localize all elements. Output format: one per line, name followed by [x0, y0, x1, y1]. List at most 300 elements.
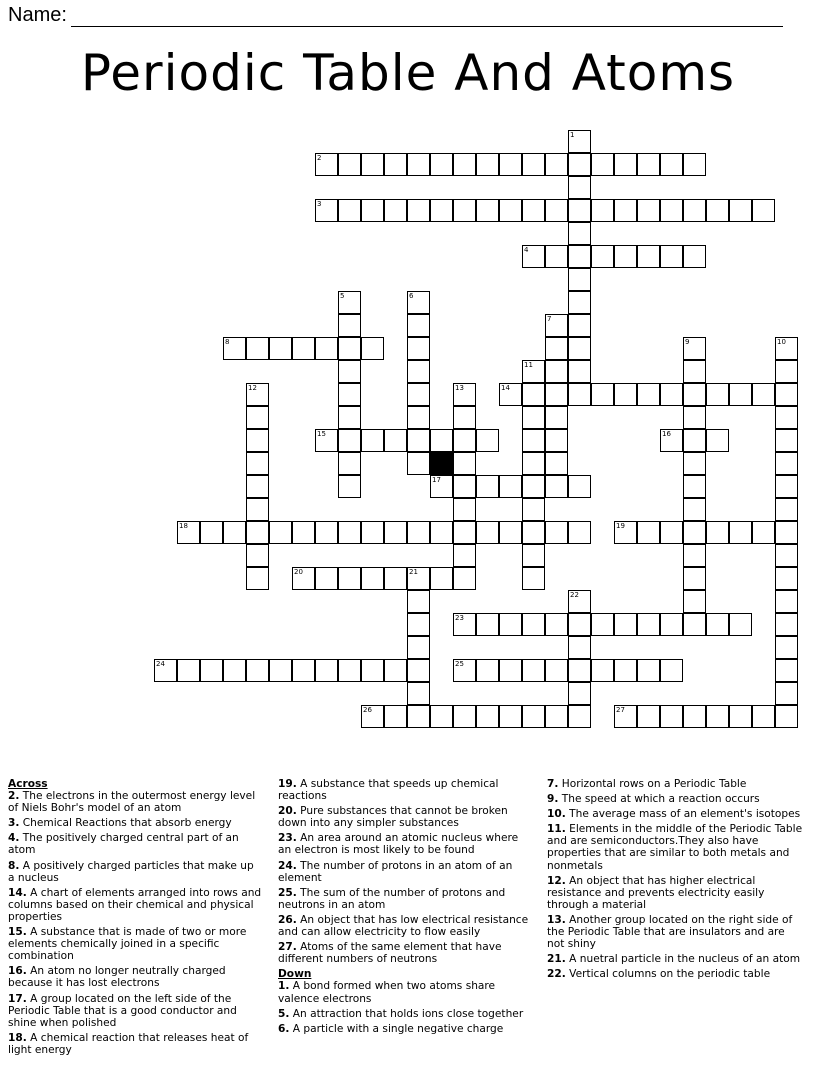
grid-cell[interactable] — [430, 705, 453, 728]
grid-cell[interactable] — [775, 659, 798, 682]
grid-cell[interactable] — [545, 383, 568, 406]
grid-cell[interactable] — [522, 475, 545, 498]
grid-cell[interactable] — [683, 544, 706, 567]
grid-cell[interactable] — [453, 659, 476, 682]
grid-cell[interactable] — [683, 245, 706, 268]
grid-cell[interactable] — [453, 567, 476, 590]
grid-cell[interactable] — [683, 383, 706, 406]
grid-cell[interactable] — [246, 452, 269, 475]
grid-cell[interactable] — [338, 337, 361, 360]
grid-cell[interactable] — [522, 544, 545, 567]
grid-cell[interactable] — [545, 199, 568, 222]
grid-cell[interactable] — [683, 613, 706, 636]
grid-cell[interactable] — [292, 521, 315, 544]
down-clue — [547, 823, 805, 871]
grid-cell[interactable] — [568, 590, 591, 613]
grid-cell[interactable] — [660, 199, 683, 222]
clue-number: 20 — [294, 568, 303, 576]
grid-cell[interactable] — [545, 521, 568, 544]
grid-cell[interactable] — [223, 337, 246, 360]
grid-cell[interactable] — [614, 659, 637, 682]
grid-cell[interactable] — [752, 521, 775, 544]
grid-cell[interactable] — [407, 429, 430, 452]
grid-cell[interactable] — [476, 475, 499, 498]
grid-cell[interactable] — [499, 705, 522, 728]
clue-number-label: 11. — [547, 823, 566, 836]
grid-cell[interactable] — [545, 705, 568, 728]
grid-cell[interactable] — [200, 659, 223, 682]
grid-cell[interactable] — [683, 521, 706, 544]
grid-cell[interactable] — [522, 567, 545, 590]
clue-text: An atom no longer neutrally charged because it has lost electrons — [8, 965, 226, 990]
grid-cell[interactable] — [522, 521, 545, 544]
grid-cell[interactable] — [683, 153, 706, 176]
grid-cell[interactable] — [568, 636, 591, 659]
grid-cell[interactable] — [752, 199, 775, 222]
down-clue — [547, 875, 805, 911]
grid-cell[interactable] — [384, 567, 407, 590]
grid-cell[interactable] — [338, 429, 361, 452]
grid-cell[interactable] — [591, 199, 614, 222]
grid-cell[interactable] — [522, 245, 545, 268]
grid-cell[interactable] — [545, 475, 568, 498]
clue-text: A group located on the left side of the Periodic Table that is a good conductor and shine when polished — [8, 992, 237, 1029]
grid-cell[interactable] — [476, 613, 499, 636]
clue-number: 24 — [156, 660, 165, 668]
across-clue — [278, 778, 533, 802]
grid-cell[interactable] — [614, 705, 637, 728]
grid-cell[interactable] — [614, 613, 637, 636]
grid-cell[interactable] — [384, 659, 407, 682]
grid-cell[interactable] — [246, 567, 269, 590]
grid-cell[interactable] — [292, 337, 315, 360]
grid-cell[interactable] — [499, 383, 522, 406]
grid-cell[interactable] — [568, 659, 591, 682]
grid-cell[interactable] — [706, 521, 729, 544]
grid-cell[interactable] — [522, 406, 545, 429]
grid-cell[interactable] — [568, 705, 591, 728]
clue-number-label: 16. — [8, 965, 27, 978]
grid-cell[interactable] — [407, 567, 430, 590]
grid-cell[interactable] — [775, 567, 798, 590]
grid-cell[interactable] — [407, 659, 430, 682]
grid-cell[interactable] — [361, 705, 384, 728]
grid-cell[interactable] — [775, 360, 798, 383]
clue-text: The number of protons in an atom of an element — [278, 859, 513, 884]
grid-cell[interactable] — [775, 383, 798, 406]
grid-cell[interactable] — [660, 613, 683, 636]
clue-number-label: 3. — [8, 817, 20, 830]
grid-cell[interactable] — [683, 452, 706, 475]
grid-cell[interactable] — [568, 199, 591, 222]
grid-cell[interactable] — [591, 153, 614, 176]
grid-cell[interactable] — [775, 636, 798, 659]
grid-cell[interactable] — [453, 406, 476, 429]
grid-cell[interactable] — [407, 291, 430, 314]
grid-cell[interactable] — [315, 567, 338, 590]
grid-cell[interactable] — [522, 429, 545, 452]
grid-cell[interactable] — [361, 429, 384, 452]
grid-cell[interactable] — [522, 153, 545, 176]
grid-cell[interactable] — [775, 590, 798, 613]
down-clue — [278, 1008, 533, 1020]
clue-column-3 — [547, 778, 805, 983]
grid-cell[interactable] — [522, 498, 545, 521]
grid-cell[interactable] — [568, 314, 591, 337]
grid-cell[interactable] — [545, 337, 568, 360]
grid-cell[interactable] — [637, 521, 660, 544]
grid-cell[interactable] — [568, 360, 591, 383]
grid-cell[interactable] — [453, 429, 476, 452]
grid-cell[interactable] — [338, 567, 361, 590]
clue-column-1 — [8, 778, 263, 1059]
grid-cell[interactable] — [499, 199, 522, 222]
clue-text: The speed at which a reaction occurs — [561, 793, 760, 806]
grid-cell[interactable] — [729, 521, 752, 544]
grid-cell[interactable] — [361, 521, 384, 544]
grid-cell[interactable] — [338, 452, 361, 475]
grid-cell[interactable] — [522, 705, 545, 728]
grid-cell[interactable] — [545, 360, 568, 383]
grid-cell[interactable] — [292, 659, 315, 682]
grid-cell[interactable] — [568, 291, 591, 314]
grid-cell[interactable] — [430, 429, 453, 452]
clue-text: The electrons in the outermost energy level of Niels Bohr's model of an atom — [8, 790, 256, 815]
grid-cell[interactable] — [407, 360, 430, 383]
grid-cell[interactable] — [384, 199, 407, 222]
grid-cell[interactable] — [614, 153, 637, 176]
grid-cell[interactable] — [476, 429, 499, 452]
grid-cell[interactable] — [246, 498, 269, 521]
clue-number: 5 — [340, 292, 345, 300]
grid-cell[interactable] — [453, 498, 476, 521]
grid-cell[interactable] — [775, 337, 798, 360]
grid-cell[interactable] — [568, 222, 591, 245]
grid-cell[interactable] — [752, 705, 775, 728]
grid-cell[interactable] — [246, 383, 269, 406]
grid-cell[interactable] — [683, 705, 706, 728]
clue-text: A bond formed when two atoms share valence electrons — [278, 980, 496, 1005]
grid-cell[interactable] — [591, 613, 614, 636]
clue-number-label: 2. — [8, 790, 20, 803]
grid-cell[interactable] — [407, 406, 430, 429]
clue-number-label: 24. — [278, 859, 297, 872]
clue-number-label: 13. — [547, 913, 566, 926]
grid-cell[interactable] — [246, 475, 269, 498]
grid-cell[interactable] — [499, 153, 522, 176]
grid-cell[interactable] — [361, 153, 384, 176]
grid-cell[interactable] — [568, 682, 591, 705]
clue-text: An object that has low electrical resistance and can allow electricity to flow easily — [278, 913, 529, 939]
grid-cell[interactable] — [430, 153, 453, 176]
grid-cell[interactable] — [545, 245, 568, 268]
grid-cell[interactable] — [591, 659, 614, 682]
grid-cell[interactable] — [637, 705, 660, 728]
clue-number-label: 9. — [547, 793, 559, 806]
grid-cell[interactable] — [269, 337, 292, 360]
grid-cell[interactable] — [775, 452, 798, 475]
grid-cell[interactable] — [315, 337, 338, 360]
grid-cell[interactable] — [476, 659, 499, 682]
grid-cell[interactable] — [545, 314, 568, 337]
grid-cell[interactable] — [683, 406, 706, 429]
clue-number: 12 — [248, 384, 257, 392]
grid-cell[interactable] — [476, 521, 499, 544]
grid-cell[interactable] — [384, 521, 407, 544]
clue-number: 16 — [662, 430, 671, 438]
grid-cell[interactable] — [522, 659, 545, 682]
grid-cell[interactable] — [338, 521, 361, 544]
grid-cell[interactable] — [545, 406, 568, 429]
grid-cell[interactable] — [453, 521, 476, 544]
grid-cell[interactable] — [775, 705, 798, 728]
grid-cell[interactable] — [614, 245, 637, 268]
grid-cell[interactable] — [637, 199, 660, 222]
grid-cell[interactable] — [407, 337, 430, 360]
grid-cell[interactable] — [752, 383, 775, 406]
grid-cell[interactable] — [407, 636, 430, 659]
grid-cell[interactable] — [660, 521, 683, 544]
grid-cell[interactable] — [660, 153, 683, 176]
grid-cell[interactable] — [775, 544, 798, 567]
grid-cell[interactable] — [476, 153, 499, 176]
grid-cell[interactable] — [269, 521, 292, 544]
grid-cell[interactable] — [361, 199, 384, 222]
grid-cell[interactable] — [729, 705, 752, 728]
grid-cell[interactable] — [775, 498, 798, 521]
grid-cell[interactable] — [637, 383, 660, 406]
grid-cell[interactable] — [545, 429, 568, 452]
grid-cell[interactable] — [545, 153, 568, 176]
grid-cell[interactable] — [775, 429, 798, 452]
grid-cell[interactable] — [660, 245, 683, 268]
clue-text: A chemical reaction that releases heat of light energy — [8, 1031, 249, 1056]
grid-cell[interactable] — [453, 153, 476, 176]
grid-cell[interactable] — [706, 705, 729, 728]
grid-cell[interactable] — [660, 705, 683, 728]
grid-cell[interactable] — [407, 613, 430, 636]
grid-cell[interactable] — [683, 567, 706, 590]
grid-cell[interactable] — [683, 337, 706, 360]
grid-cell[interactable] — [338, 383, 361, 406]
grid-cell[interactable] — [568, 613, 591, 636]
grid-cell[interactable] — [338, 360, 361, 383]
grid-cell[interactable] — [453, 452, 476, 475]
grid-cell[interactable] — [407, 383, 430, 406]
clue-text: A positively charged particles that make up a nucleus — [8, 859, 254, 884]
grid-cell[interactable] — [637, 245, 660, 268]
grid-cell[interactable] — [775, 406, 798, 429]
grid-cell[interactable] — [453, 544, 476, 567]
grid-cell[interactable] — [338, 153, 361, 176]
clue-number: 25 — [455, 660, 464, 668]
grid-cell[interactable] — [453, 705, 476, 728]
grid-cell[interactable] — [430, 199, 453, 222]
grid-cell[interactable] — [246, 521, 269, 544]
clue-number: 22 — [570, 591, 579, 599]
grid-cell[interactable] — [683, 199, 706, 222]
grid-cell[interactable] — [614, 383, 637, 406]
grid-cell[interactable] — [706, 199, 729, 222]
grid-cell[interactable] — [729, 383, 752, 406]
grid-cell[interactable] — [476, 705, 499, 728]
grid-cell[interactable] — [453, 199, 476, 222]
across-clue — [278, 832, 533, 856]
grid-cell[interactable] — [407, 153, 430, 176]
clue-text: Another group located on the right side of the Periodic Table that are insulators and are not shiny — [547, 913, 793, 951]
clue-number-label: 23. — [278, 832, 297, 845]
grid-cell[interactable] — [338, 659, 361, 682]
grid-cell[interactable] — [568, 153, 591, 176]
grid-cell[interactable] — [568, 475, 591, 498]
grid-cell[interactable] — [246, 429, 269, 452]
grid-cell[interactable] — [568, 176, 591, 199]
grid-cell[interactable] — [683, 590, 706, 613]
grid-cell[interactable] — [568, 245, 591, 268]
grid-cell[interactable] — [591, 245, 614, 268]
grid-cell[interactable] — [177, 659, 200, 682]
grid-cell[interactable] — [384, 705, 407, 728]
grid-cell[interactable] — [177, 521, 200, 544]
grid-cell[interactable] — [499, 521, 522, 544]
grid-cell[interactable] — [338, 406, 361, 429]
grid-cell[interactable] — [292, 567, 315, 590]
grid-cell[interactable] — [338, 291, 361, 314]
grid-cell[interactable] — [430, 567, 453, 590]
grid-cell[interactable] — [775, 682, 798, 705]
name-label: Name: — [8, 4, 67, 26]
grid-cell[interactable] — [384, 153, 407, 176]
grid-cell[interactable] — [660, 429, 683, 452]
grid-cell[interactable] — [660, 383, 683, 406]
grid-cell[interactable] — [775, 521, 798, 544]
grid-cell[interactable] — [407, 314, 430, 337]
grid-cell[interactable] — [683, 475, 706, 498]
grid-cell[interactable] — [637, 613, 660, 636]
across-clue — [8, 1032, 263, 1056]
clue-number-label: 5. — [278, 1007, 290, 1020]
grid-cell[interactable] — [407, 452, 430, 475]
clue-number-label: 10. — [547, 808, 566, 821]
grid-cell[interactable] — [154, 659, 177, 682]
grid-cell[interactable] — [775, 613, 798, 636]
across-header: Across — [8, 778, 48, 790]
grid-cell[interactable] — [706, 613, 729, 636]
grid-cell[interactable] — [361, 337, 384, 360]
grid-cell[interactable] — [545, 452, 568, 475]
grid-cell[interactable] — [453, 475, 476, 498]
clue-text: Pure substances that cannot be broken down into any simpler substances — [278, 805, 508, 830]
grid-cell[interactable] — [200, 521, 223, 544]
grid-cell[interactable] — [683, 498, 706, 521]
grid-cell[interactable] — [453, 613, 476, 636]
grid-cell[interactable] — [522, 452, 545, 475]
grid-cell[interactable] — [476, 199, 499, 222]
grid-cell[interactable] — [361, 567, 384, 590]
grid-cell[interactable] — [407, 705, 430, 728]
grid-cell[interactable] — [614, 521, 637, 544]
grid-cell[interactable] — [407, 521, 430, 544]
grid-cell[interactable] — [775, 475, 798, 498]
clue-text: Chemical Reactions that absorb energy — [22, 817, 232, 830]
grid-cell[interactable] — [522, 613, 545, 636]
grid-cell[interactable] — [223, 659, 246, 682]
grid-cell[interactable] — [568, 337, 591, 360]
grid-cell[interactable] — [522, 383, 545, 406]
grid-cell[interactable] — [384, 429, 407, 452]
grid-cell[interactable] — [568, 521, 591, 544]
clue-number: 2 — [317, 154, 322, 162]
grid-cell[interactable] — [315, 429, 338, 452]
grid-cell[interactable] — [315, 521, 338, 544]
grid-cell[interactable] — [499, 475, 522, 498]
grid-cell[interactable] — [430, 521, 453, 544]
grid-cell[interactable] — [637, 153, 660, 176]
grid-cell[interactable] — [499, 613, 522, 636]
clue-text: The average mass of an element's isotopes — [569, 808, 801, 821]
grid-cell[interactable] — [315, 199, 338, 222]
grid-cell[interactable] — [522, 360, 545, 383]
grid-cell[interactable] — [430, 475, 453, 498]
clue-text: The sum of the number of protons and neutrons in an atom — [278, 886, 506, 911]
grid-cell[interactable] — [729, 199, 752, 222]
grid-cell[interactable] — [545, 659, 568, 682]
grid-cell[interactable] — [499, 659, 522, 682]
grid-cell[interactable] — [315, 659, 338, 682]
grid-cell[interactable] — [568, 130, 591, 153]
grid-cell[interactable] — [246, 406, 269, 429]
grid-cell[interactable] — [407, 199, 430, 222]
grid-cell[interactable] — [706, 383, 729, 406]
grid-cell[interactable] — [637, 659, 660, 682]
grid-cell[interactable] — [361, 659, 384, 682]
grid-cell[interactable] — [453, 383, 476, 406]
grid-cell[interactable] — [591, 383, 614, 406]
grid-cell[interactable] — [729, 613, 752, 636]
grid-cell[interactable] — [614, 199, 637, 222]
grid-cell[interactable] — [407, 590, 430, 613]
grid-cell[interactable] — [683, 429, 706, 452]
grid-cell[interactable] — [683, 360, 706, 383]
clue-number-label: 19. — [278, 778, 297, 790]
grid-cell[interactable] — [315, 153, 338, 176]
grid-cell[interactable] — [568, 268, 591, 291]
grid-cell[interactable] — [706, 429, 729, 452]
clue-text: Horizontal rows on a Periodic Table — [561, 778, 747, 790]
grid-cell[interactable] — [522, 199, 545, 222]
clue-number: 27 — [616, 706, 625, 714]
page-title: Periodic Table And Atoms — [80, 44, 736, 102]
grid-cell[interactable] — [338, 475, 361, 498]
grid-cell[interactable] — [338, 199, 361, 222]
grid-cell[interactable] — [660, 659, 683, 682]
clue-number: 14 — [501, 384, 510, 392]
grid-cell[interactable] — [407, 682, 430, 705]
grid-cell[interactable] — [223, 521, 246, 544]
clue-number-label: 8. — [8, 859, 20, 872]
grid-cell[interactable] — [269, 659, 292, 682]
grid-cell[interactable] — [338, 314, 361, 337]
grid-cell[interactable] — [545, 613, 568, 636]
down-clue — [547, 953, 805, 965]
grid-cell[interactable] — [246, 337, 269, 360]
grid-cell[interactable] — [568, 383, 591, 406]
across-clue — [8, 926, 263, 962]
clue-text: Elements in the middle of the Periodic Table and are semiconductors.They also have properties that are similar to both metals and nonmetals — [547, 823, 803, 872]
across-clue — [8, 993, 263, 1029]
grid-cell[interactable] — [246, 659, 269, 682]
grid-cell[interactable] — [246, 544, 269, 567]
